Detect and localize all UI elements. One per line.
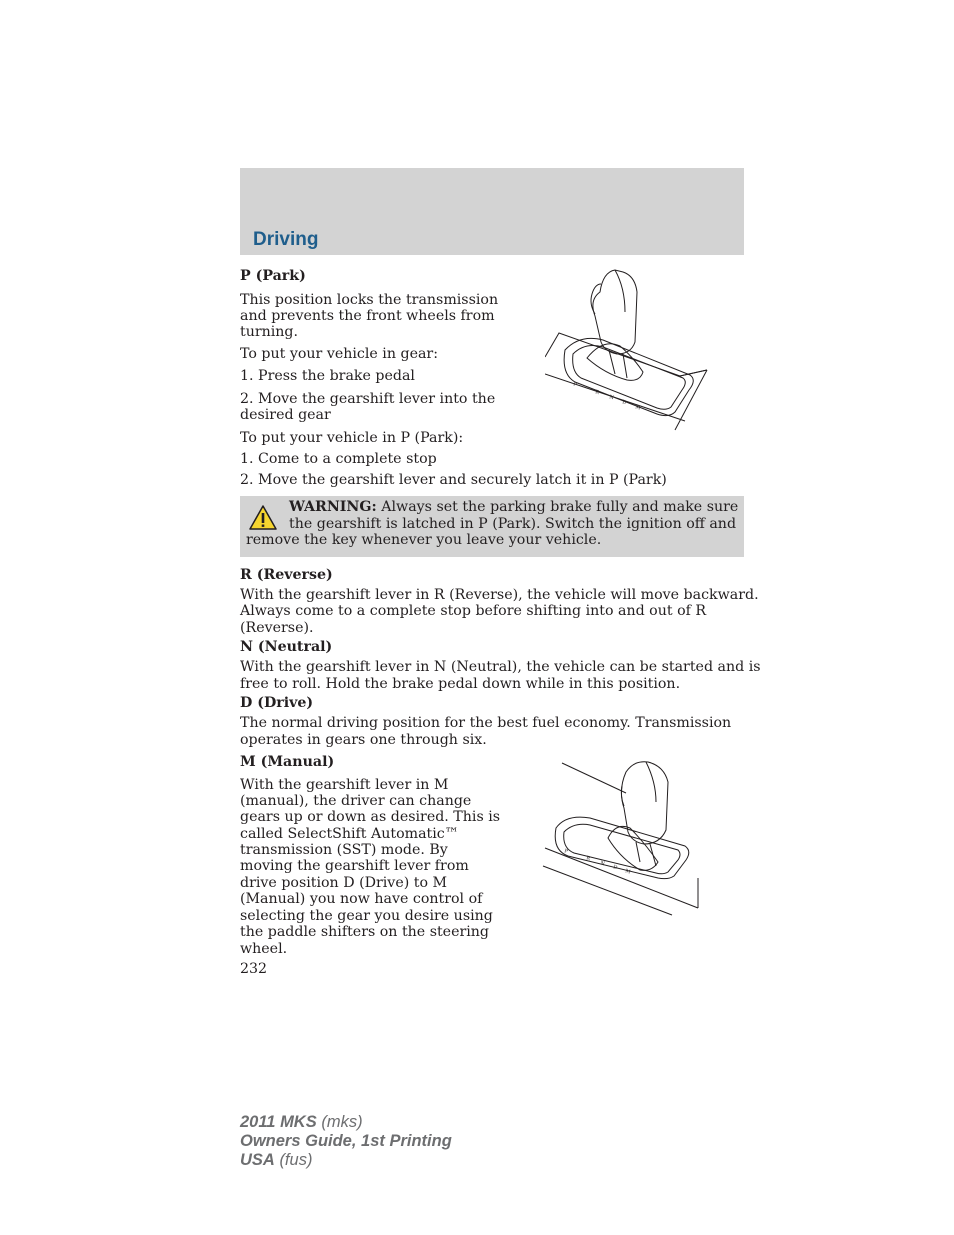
- manual-line-5: transmission (SST) mode. By: [240, 842, 448, 858]
- park-heading: P (Park): [240, 268, 306, 284]
- warning-box: [240, 496, 744, 557]
- footer: [240, 1113, 452, 1170]
- park-intro: To put your vehicle in P (Park):: [240, 430, 464, 446]
- gear-intro: To put your vehicle in gear:: [240, 346, 438, 362]
- manual-line-11: wheel.: [240, 941, 288, 957]
- svg-text:P: P: [563, 848, 569, 855]
- gearshift-park-illustration: [545, 262, 715, 437]
- neutral-line-1: With the gearshift lever in N (Neutral), the vehicle can be started and is: [240, 659, 761, 675]
- warning-label: WARNING:: [289, 499, 377, 515]
- warning-line-1: [289, 499, 738, 516]
- manual-heading: M (Manual): [240, 754, 335, 770]
- gear-step-1: 1. Press the brake pedal: [240, 368, 415, 384]
- svg-text:P: P: [572, 381, 578, 388]
- footer-region: USA: [240, 1151, 275, 1169]
- manual-line-2: (manual), the driver can change: [240, 793, 472, 809]
- manual-line-3: gears up or down as desired. This is: [240, 809, 501, 825]
- park-para-line-2: and prevents the front wheels from: [240, 308, 495, 324]
- park-step-2: 2. Move the gearshift lever and securely latch it in P (Park): [240, 472, 667, 488]
- manual-line-10: the paddle shifters on the steering: [240, 924, 490, 940]
- reverse-line-3: (Reverse).: [240, 620, 314, 636]
- manual-line-9: selecting the gear you desire using: [240, 908, 493, 924]
- svg-text:M: M: [624, 868, 632, 876]
- manual-line-6: moving the gearshift lever from: [240, 858, 469, 874]
- drive-line-1: The normal driving position for the best fuel economy. Transmission: [240, 715, 732, 731]
- manual-line-4: called SelectShift Automatic™: [240, 826, 459, 842]
- park-para-line-1: This position locks the transmission: [240, 292, 499, 308]
- reverse-line-1: With the gearshift lever in R (Reverse), the vehicle will move backward.: [240, 587, 759, 603]
- footer-guide: Owners Guide, 1st Printing: [240, 1132, 452, 1150]
- svg-text:R: R: [585, 855, 591, 863]
- manual-line-8: (Manual) you now have control of: [240, 891, 483, 907]
- drive-line-2: operates in gears one through six.: [240, 732, 487, 748]
- warning-text-1: Always set the parking brake fully and make sure: [381, 499, 739, 515]
- reverse-line-2: Always come to a complete stop before shifting into and out of R: [240, 603, 707, 619]
- svg-text:M: M: [634, 404, 642, 412]
- park-step-1: 1. Come to a complete stop: [240, 451, 437, 467]
- section-title: Driving: [253, 229, 319, 250]
- warning-triangle-icon: [248, 504, 278, 531]
- svg-text:R: R: [594, 389, 600, 397]
- warning-line-3: remove the key whenever you leave your vehicle.: [246, 532, 602, 548]
- footer-line-3: [240, 1151, 452, 1170]
- page-number: 232: [240, 961, 268, 977]
- svg-text:D: D: [612, 864, 619, 872]
- manual-line-1: With the gearshift lever in M: [240, 777, 449, 793]
- footer-line-1: [240, 1113, 452, 1132]
- footer-model-code: (mks): [321, 1113, 363, 1131]
- svg-text:D: D: [621, 399, 628, 407]
- reverse-heading: R (Reverse): [240, 567, 333, 583]
- park-para-line-3: turning.: [240, 324, 299, 340]
- neutral-heading: N (Neutral): [240, 639, 333, 655]
- footer-model: 2011 MKS: [240, 1113, 317, 1131]
- svg-text:N: N: [599, 860, 606, 868]
- gear-step-2-line-1: 2. Move the gearshift lever into the: [240, 391, 496, 407]
- section-header-band: [240, 168, 744, 255]
- gearshift-manual-illustration: [540, 758, 705, 918]
- svg-text:N: N: [608, 394, 615, 402]
- neutral-line-2: free to roll. Hold the brake pedal down while in this position.: [240, 676, 681, 692]
- manual-line-7: drive position D (Drive) to M: [240, 875, 448, 891]
- footer-region-code: (fus): [279, 1151, 313, 1169]
- drive-heading: D (Drive): [240, 695, 314, 711]
- warning-line-2: the gearshift is latched in P (Park). Switch the ignition off and: [289, 516, 737, 532]
- gear-step-2-line-2: desired gear: [240, 407, 331, 423]
